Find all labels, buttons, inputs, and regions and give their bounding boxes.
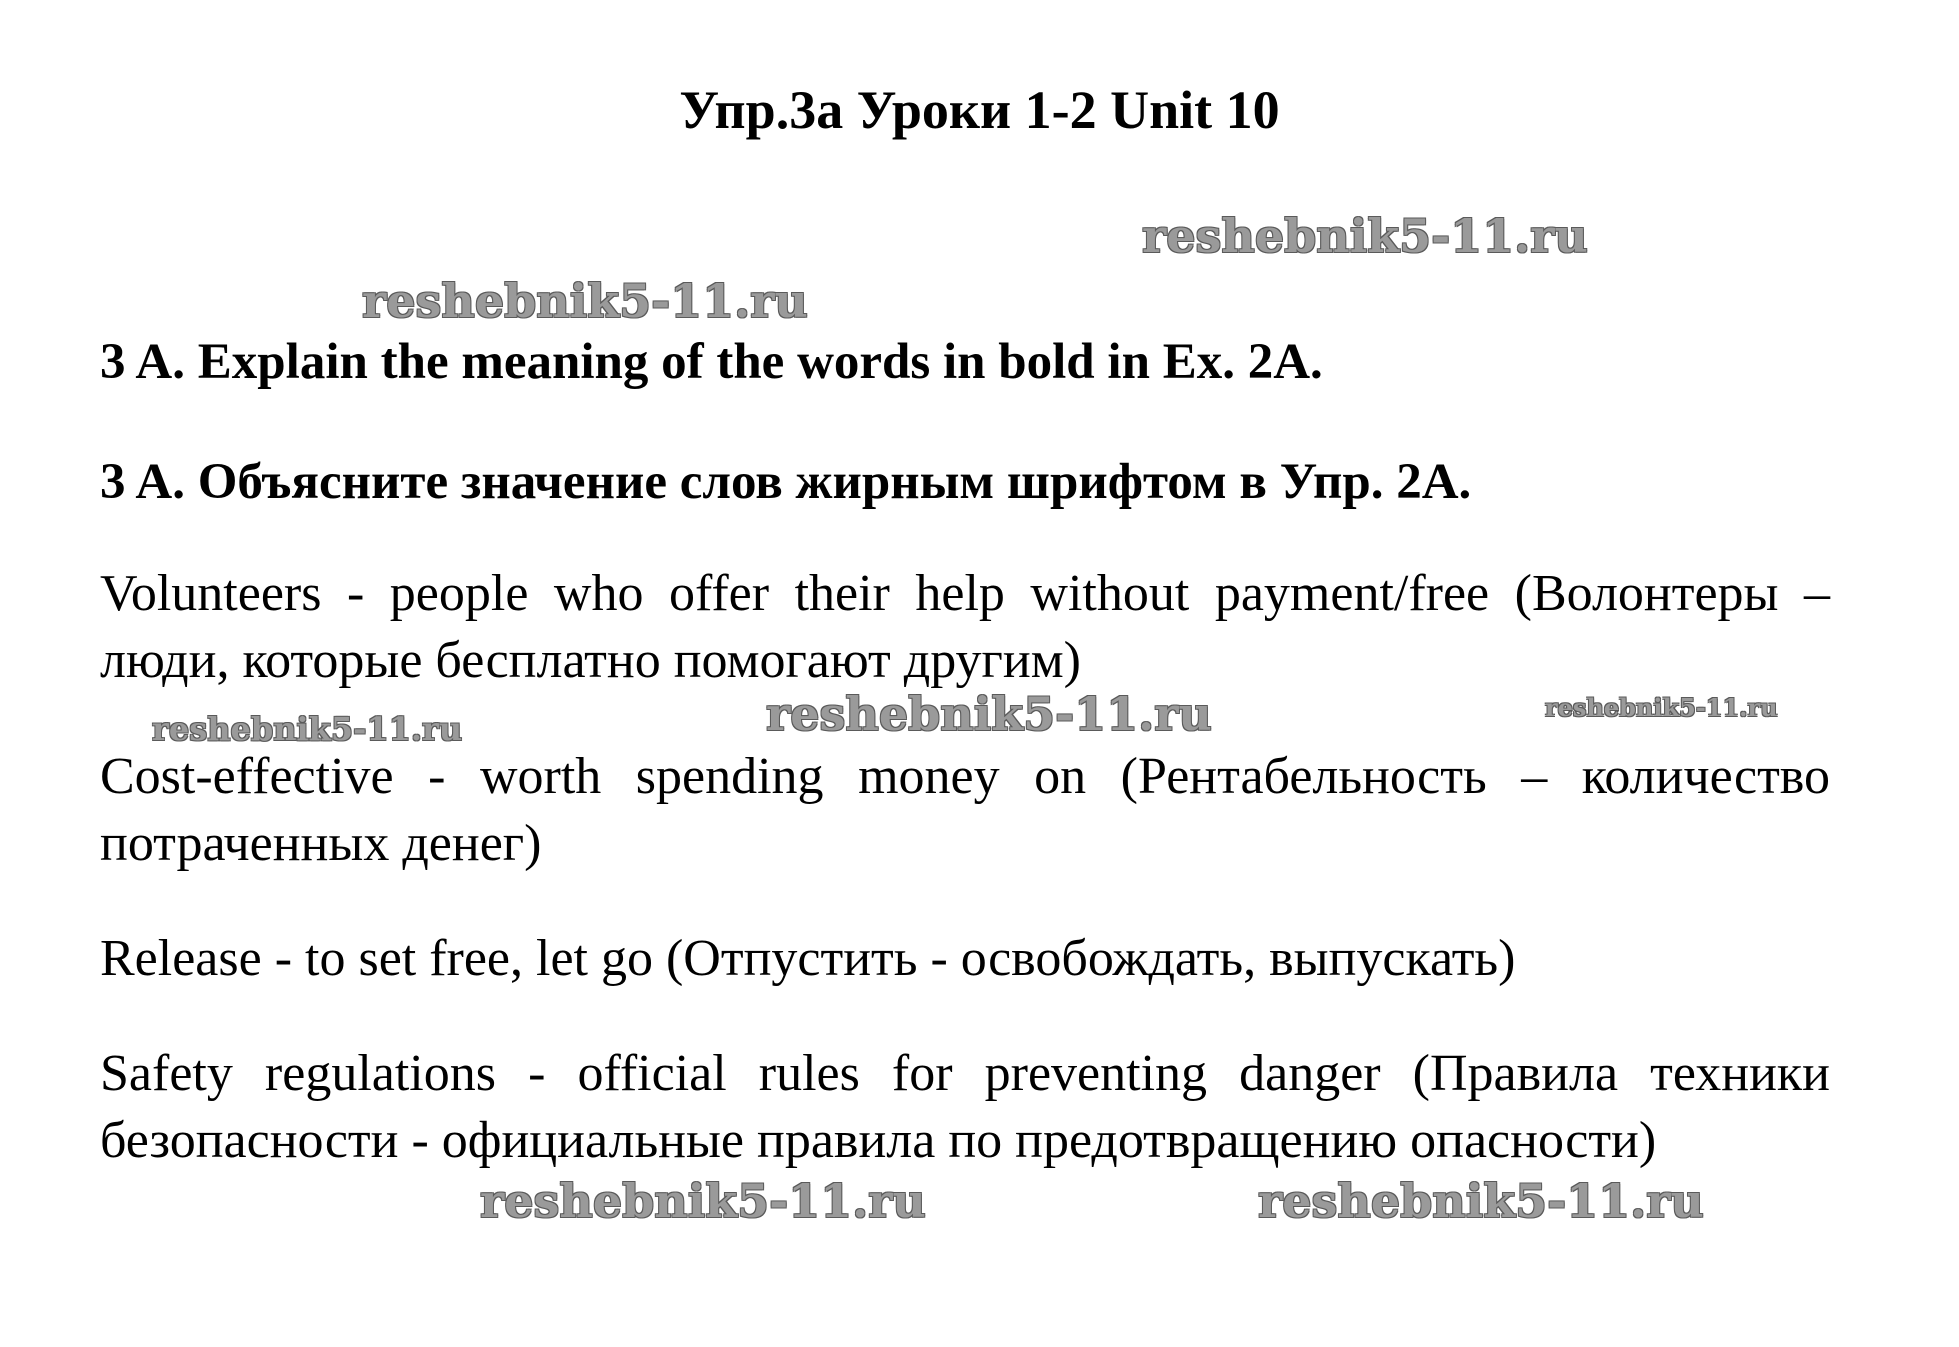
definition-entry-volunteers: Volunteers - people who offer their help without payment/free (Волонтеры – люди, которые бесплатно помогают другим) (100, 565, 1830, 689)
watermark: reshebnik5-11.ru (362, 274, 808, 328)
task-heading-en: 3 A. Explain the meaning of the words in bold in Ex. 2A. (100, 334, 1323, 390)
watermark: reshebnik5-11.ru (766, 687, 1212, 741)
watermark: reshebnik5-11.ru (1545, 693, 1778, 722)
definition-entry-cost-effective: Cost-effective - worth spending money on (Рентабельность – количество потраченных денег) (100, 748, 1830, 872)
watermark: reshebnik5-11.ru (480, 1174, 926, 1228)
definition-entry-release: Release - to set free, let go (Отпустить - освобождать, выпускать) (100, 930, 1516, 987)
definition-entry-safety-regulations: Safety regulations - official rules for preventing danger (Правила техники безопасности - официальные правила по предотвращению опасности) (100, 1045, 1830, 1169)
task-heading-ru: 3 A. Объясните значение слов жирным шрифтом в Упр. 2А. (100, 454, 1472, 510)
watermark: reshebnik5-11.ru (152, 710, 463, 748)
page-title: Упр.3а Уроки 1-2 Unit 10 (679, 80, 1280, 140)
watermark: reshebnik5-11.ru (1142, 209, 1588, 263)
watermark: reshebnik5-11.ru (1258, 1174, 1704, 1228)
